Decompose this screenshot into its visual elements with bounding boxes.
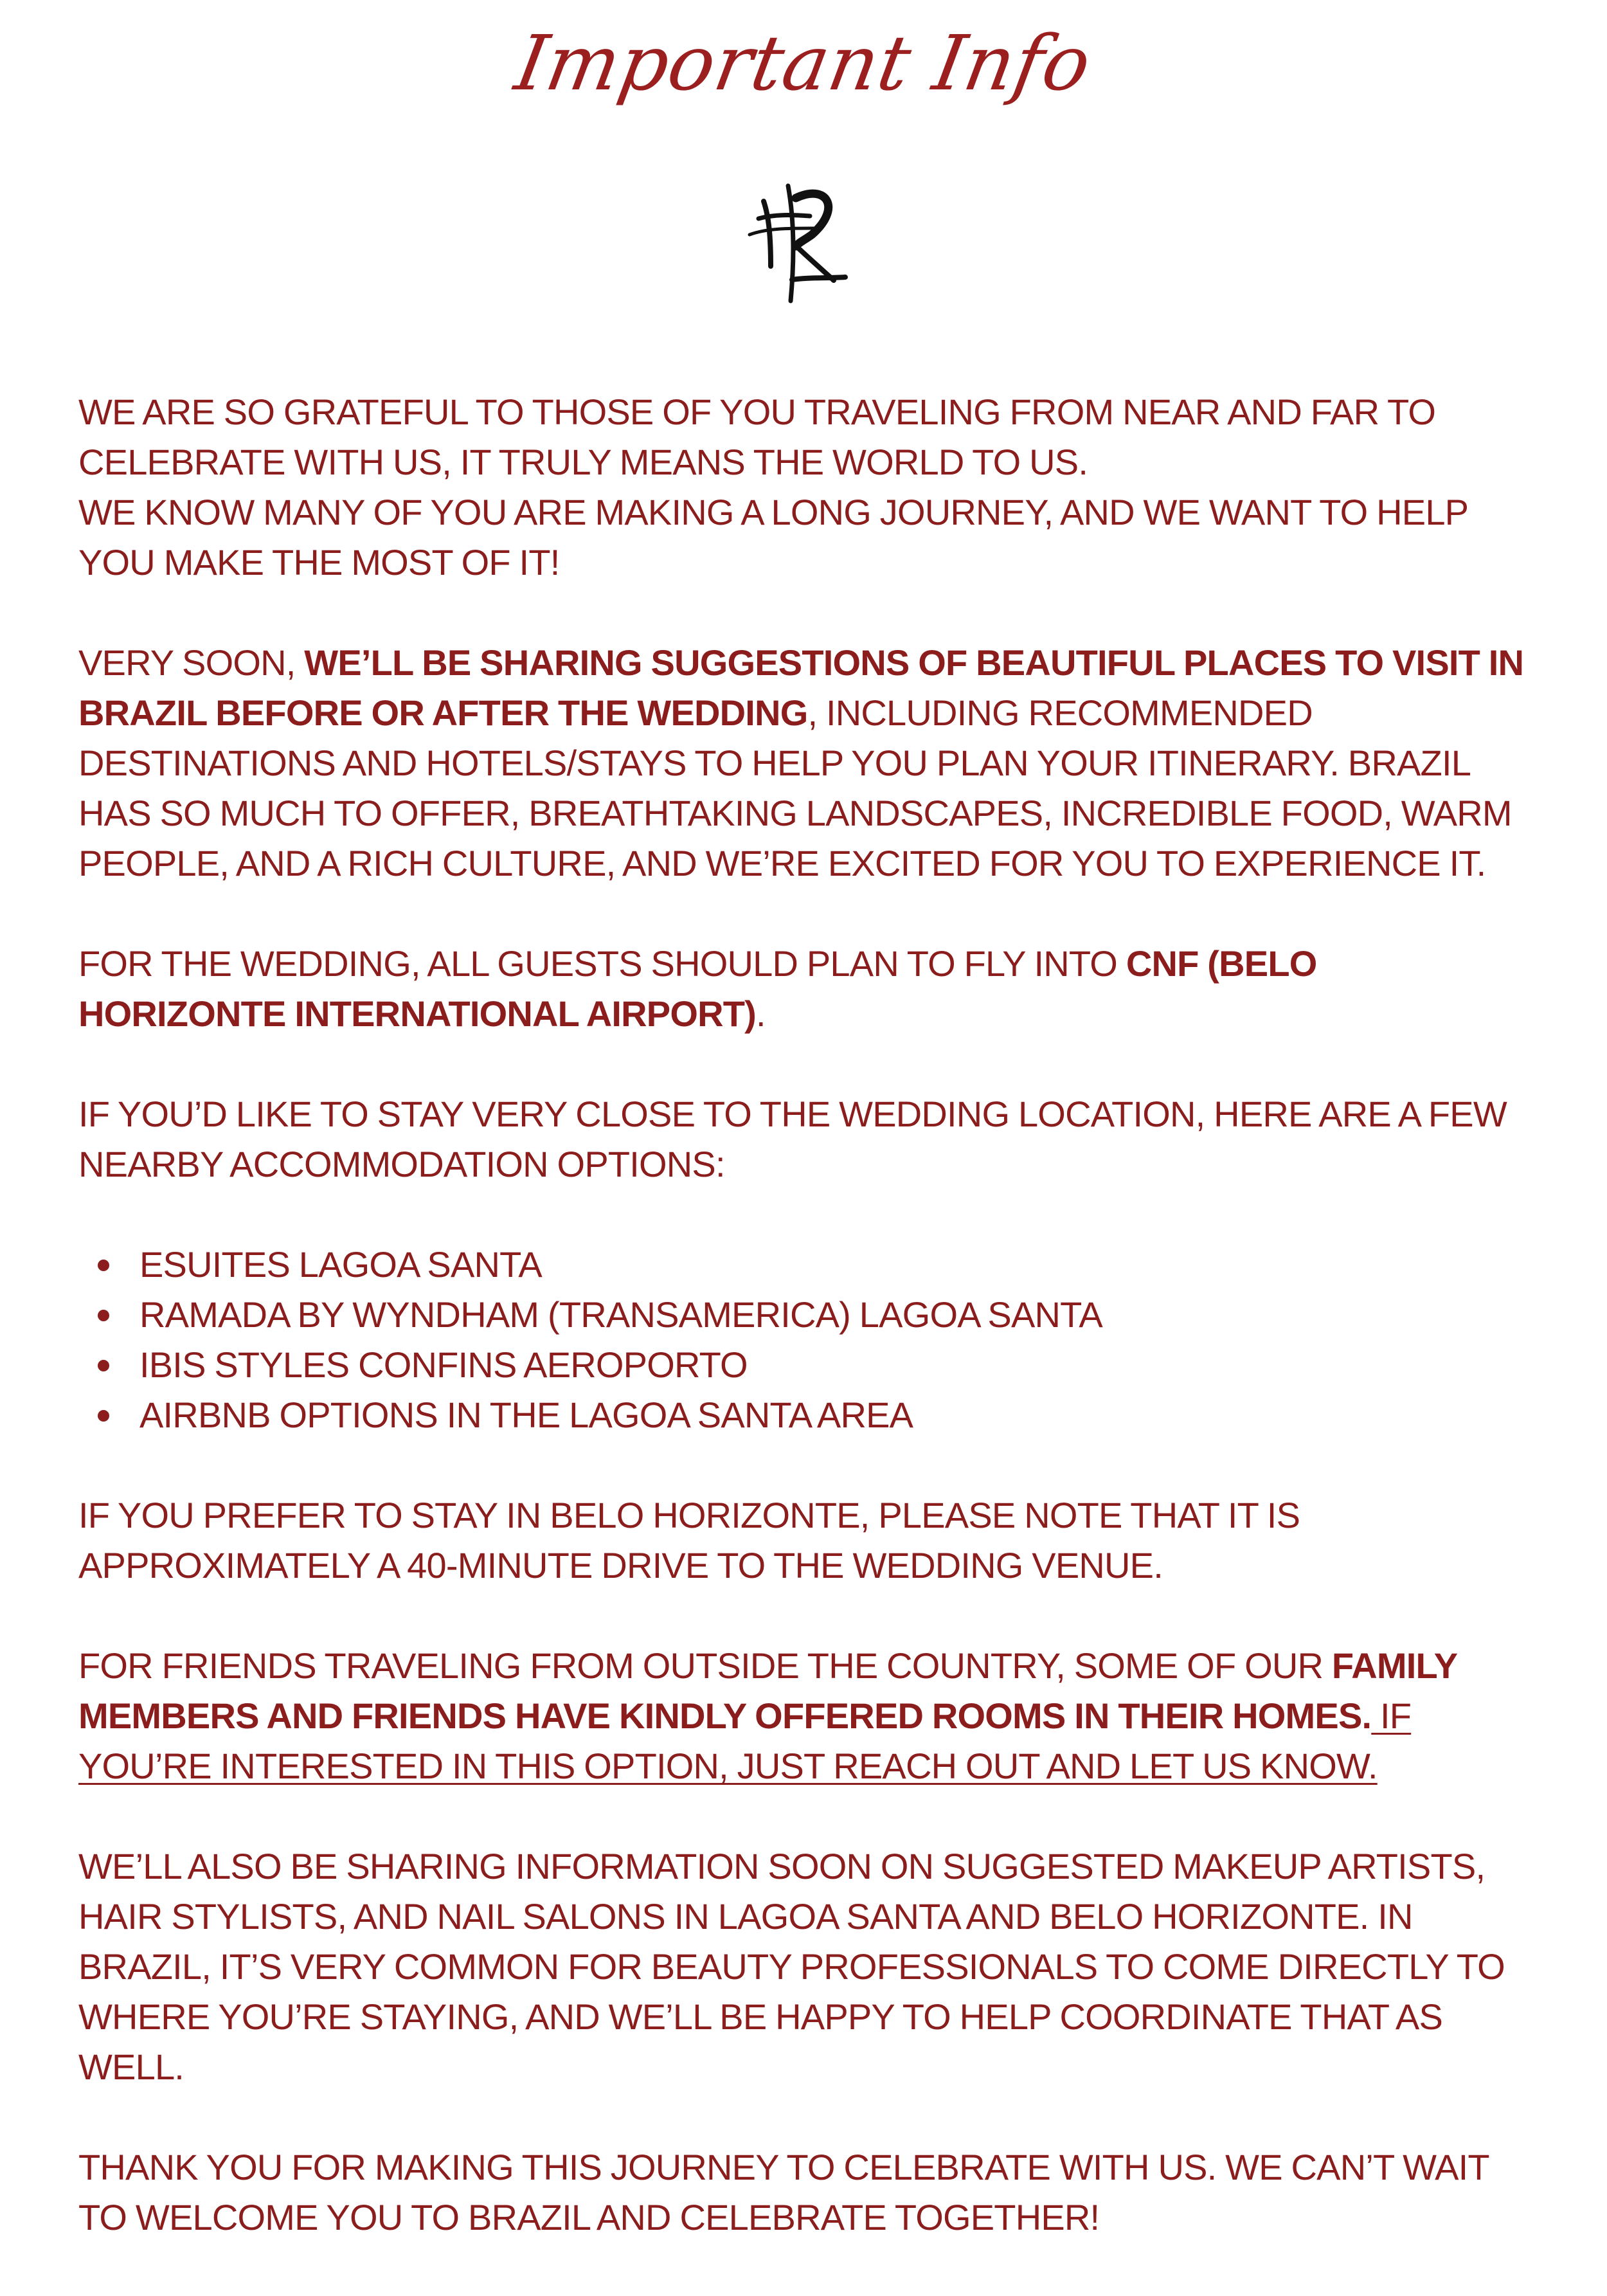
accommodation-label: IBIS STYLES CONFINS AEROPORTO — [139, 1344, 748, 1385]
airport-name: CNF (BELO HORIZONTE INTERNATIONAL AIRPORT) — [78, 943, 1317, 1034]
list-item — [78, 1290, 1530, 1340]
family-rooms-emphasis: FAMILY MEMBERS AND FRIENDS HAVE KINDLY OFFERED ROOMS IN THEIR HOMES. — [78, 1645, 1457, 1736]
travel-suggestions-rest: , INCLUDING RECOMMENDED DESTINATIONS AND HOTELS/STAYS TO HELP YOU PLAN YOUR ITINERARY. BRAZIL HAS SO MUCH TO OFFER, BREATHTAKING LANDSCAPES, INCREDIBLE FOOD, WARM PEOPLE, AND A RICH CULTURE, AND WE’RE EXCITED FOR YOU TO EXPERIENCE IT. — [78, 692, 1512, 883]
page-title: Important Info — [509, 19, 1098, 107]
travel-suggestions-emphasis: WE’LL BE SHARING SUGGESTIONS OF BEAUTIFUL PLACES TO VISIT IN BRAZIL BEFORE OR AFTER THE WEDDING — [78, 642, 1524, 733]
accommodation-label: ESUITES LAGOA SANTA — [139, 1244, 542, 1285]
main-content — [78, 387, 1530, 2243]
accommodation-list — [78, 1240, 1530, 1440]
accommodation-intro: IF YOU’D LIKE TO STAY VERY CLOSE TO THE WEDDING LOCATION, HERE ARE A FEW NEARBY ACCOMMODATION OPTIONS: — [78, 1094, 1507, 1184]
list-item — [78, 1390, 1530, 1440]
bullet-icon — [98, 1360, 109, 1371]
accommodation-label: RAMADA BY WYNDHAM (TRANSAMERICA) LAGOA SANTA — [139, 1294, 1102, 1335]
airport-paragraph — [78, 939, 1530, 1039]
bullet-icon — [98, 1410, 109, 1422]
belo-horizonte-paragraph: IF YOU PREFER TO STAY IN BELO HORIZONTE, PLEASE NOTE THAT IT IS APPROXIMATELY A 40-MINUTE DRIVE TO THE WEDDING VENUE. — [78, 1495, 1300, 1586]
accommodation-label: AIRBNB OPTIONS IN THE LAGOA SANTA AREA — [139, 1395, 913, 1435]
family-rooms-prefix: FOR FRIENDS TRAVELING FROM OUTSIDE THE COUNTRY, SOME OF OUR — [78, 1645, 1332, 1686]
intro-line-2: WE KNOW MANY OF YOU ARE MAKING A LONG JOURNEY, AND WE WANT TO HELP YOU MAKE THE MOST OF IT! — [78, 492, 1468, 583]
family-rooms-paragraph — [78, 1641, 1530, 1791]
list-item — [78, 1240, 1530, 1290]
list-item — [78, 1340, 1530, 1390]
family-rooms-contact-note: IF YOU’RE INTERESTED IN THIS OPTION, JUST REACH OUT AND LET US KNOW. — [78, 1695, 1412, 1786]
intro-paragraph — [78, 387, 1530, 588]
monogram-logo — [746, 183, 861, 305]
airport-prefix: FOR THE WEDDING, ALL GUESTS SHOULD PLAN TO FLY INTO — [78, 943, 1126, 984]
closing-paragraph: THANK YOU FOR MAKING THIS JOURNEY TO CELEBRATE WITH US. WE CAN’T WAIT TO WELCOME YOU TO BRAZIL AND CELEBRATE TOGETHER! — [78, 2147, 1489, 2237]
bullet-icon — [98, 1260, 109, 1271]
airport-suffix: . — [755, 993, 766, 1034]
travel-suggestions-paragraph — [78, 638, 1530, 889]
intro-line-1: WE ARE SO GRATEFUL TO THOSE OF YOU TRAVELING FROM NEAR AND FAR TO CELEBRATE WITH US, IT TRULY MEANS THE WORLD TO US. — [78, 392, 1436, 482]
bullet-icon — [98, 1310, 109, 1321]
travel-suggestions-prefix: VERY SOON, — [78, 642, 305, 683]
beauty-professionals-paragraph: WE’LL ALSO BE SHARING INFORMATION SOON ON SUGGESTED MAKEUP ARTISTS, HAIR STYLISTS, AND NAIL SALONS IN LAGOA SANTA AND BELO HORIZONTE. IN BRAZIL, IT’S VERY COMMON FOR BEAUTY PROFESSIONALS TO COME DIRECTLY TO WHERE YOU’RE STAYING, AND WE’LL BE HAPPY TO HELP COORDINATE THAT AS WELL. — [78, 1846, 1505, 2087]
